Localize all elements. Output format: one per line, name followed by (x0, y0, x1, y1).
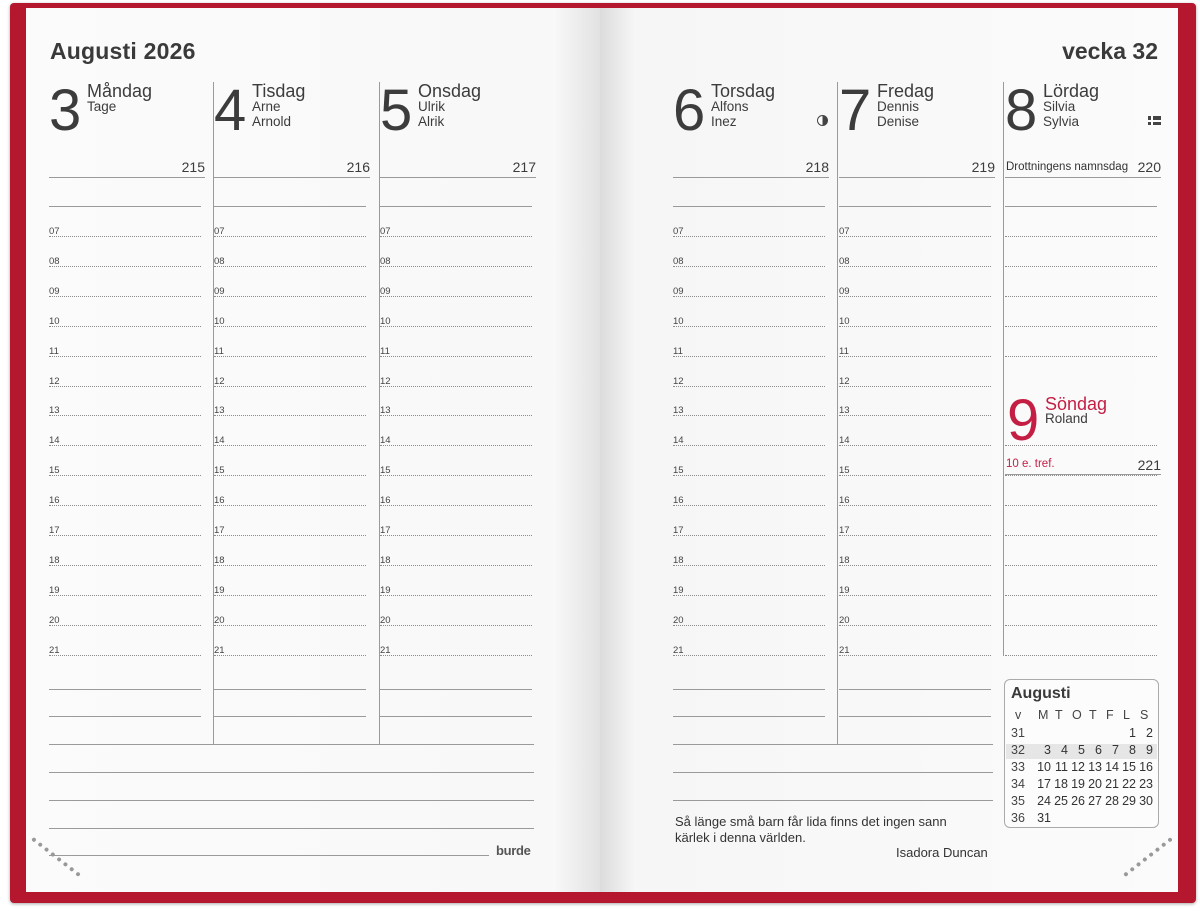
hour-label: 13 (839, 405, 850, 417)
notes-rule (673, 800, 993, 801)
mini-calendar-week-number: 34 (1011, 777, 1025, 791)
name-day: Arnold (252, 114, 292, 129)
day-name: Tisdag (252, 81, 306, 101)
day-name: Lördag (1043, 81, 1100, 101)
mini-calendar-weekday: S (1140, 708, 1149, 722)
day-number: 5 (380, 78, 413, 143)
mini-calendar-day: 9 (1146, 743, 1153, 757)
hour-label: 18 (673, 554, 684, 566)
hour-label: 15 (673, 465, 684, 477)
day-number: 6 (673, 78, 706, 143)
hour-label: 14 (214, 435, 225, 447)
hour-label: 15 (214, 465, 225, 477)
hour-line (49, 266, 201, 267)
hour-line (380, 655, 532, 656)
week-title: vecka 32 (1062, 38, 1158, 64)
hour-label: 20 (673, 614, 684, 626)
hour-label: 19 (380, 584, 391, 596)
hour-line (673, 326, 825, 327)
day-header-rule (380, 177, 536, 178)
mini-calendar-day: 22 (1122, 777, 1136, 791)
mini-calendar-weekday: F (1106, 708, 1114, 722)
mini-calendar (1004, 679, 1159, 828)
hour-line (49, 505, 201, 506)
note-line (1005, 236, 1157, 237)
note-line (1005, 266, 1157, 267)
hour-label: 13 (214, 405, 225, 417)
name-day: Arne (252, 99, 281, 114)
hour-line (673, 415, 825, 416)
month-title: Augusti 2026 (50, 38, 196, 64)
hour-line (380, 535, 532, 536)
hour-label: 20 (380, 614, 391, 626)
notes-rule (673, 716, 825, 717)
note-line (1005, 655, 1157, 656)
hour-line (49, 326, 201, 327)
hour-line (49, 415, 201, 416)
hour-label: 09 (673, 285, 684, 297)
hour-label: 11 (49, 345, 59, 357)
note-line (1005, 505, 1157, 506)
hour-label: 11 (214, 345, 224, 357)
day-name: Måndag (87, 81, 153, 101)
mini-calendar-day: 17 (1037, 777, 1051, 791)
hour-line (839, 565, 991, 566)
name-day: Silvia (1043, 99, 1076, 114)
hour-line (839, 236, 991, 237)
hour-label: 11 (673, 345, 683, 357)
hour-line (839, 356, 991, 357)
hour-line (839, 415, 991, 416)
hour-label: 09 (380, 285, 391, 297)
mini-calendar-weekday: M (1038, 708, 1049, 722)
mini-calendar-day: 16 (1139, 760, 1153, 774)
brand-logo: burde (496, 843, 531, 858)
hour-line (673, 386, 825, 387)
hour-label: 21 (380, 644, 391, 656)
hour-line (673, 565, 825, 566)
hour-label: 11 (380, 345, 390, 357)
hour-line (673, 655, 825, 656)
hour-line (214, 565, 366, 566)
note-line (1005, 326, 1157, 327)
hour-label: 09 (214, 285, 225, 297)
note-line (1005, 535, 1157, 536)
column-divider (837, 82, 838, 744)
hour-line (214, 266, 366, 267)
day-of-year: 220 (1137, 159, 1161, 175)
hour-line (673, 296, 825, 297)
mini-calendar-day: 18 (1054, 777, 1068, 791)
hour-label: 19 (839, 584, 850, 596)
hour-label: 09 (839, 285, 850, 297)
day-note-rule (839, 206, 991, 207)
notes-rule (214, 716, 366, 717)
hour-label: 07 (214, 226, 225, 237)
mini-calendar-weekday: T (1055, 708, 1063, 722)
hour-label: 07 (839, 226, 850, 237)
mini-calendar-day: 12 (1071, 760, 1085, 774)
notes-rule (49, 800, 534, 801)
hour-label: 20 (839, 614, 850, 626)
hour-line (214, 535, 366, 536)
hour-line (49, 475, 201, 476)
hour-label: 14 (49, 435, 60, 447)
mini-calendar-day: 13 (1088, 760, 1102, 774)
hour-line (380, 625, 532, 626)
notes-rule (49, 716, 201, 717)
hour-label: 17 (380, 525, 391, 536)
day-number: 4 (214, 78, 247, 143)
hour-line (380, 386, 532, 387)
hour-label: 16 (673, 495, 684, 507)
hour-line (673, 266, 825, 267)
notes-rule (214, 689, 366, 690)
day-note-rule (1005, 206, 1157, 207)
hour-line (49, 236, 201, 237)
hour-line (839, 445, 991, 446)
mini-calendar-week-number: 32 (1011, 743, 1025, 757)
hour-line (673, 236, 825, 237)
day-header-rule (49, 177, 205, 178)
day-header-rule (1005, 474, 1161, 475)
notes-rule (380, 716, 532, 717)
hour-label: 09 (49, 285, 60, 297)
day-note: 10 e. tref. (1006, 458, 1055, 470)
hour-line (839, 595, 991, 596)
hour-label: 19 (673, 584, 684, 596)
hour-line (49, 565, 201, 566)
hour-line (49, 625, 201, 626)
hour-line (214, 415, 366, 416)
mini-calendar-day: 15 (1122, 760, 1136, 774)
mini-calendar-day: 6 (1095, 743, 1102, 757)
notes-rule (49, 772, 534, 773)
notes-rule (49, 689, 201, 690)
day-note-rule (49, 206, 201, 207)
hour-line (214, 475, 366, 476)
hour-line (839, 655, 991, 656)
hour-line (380, 356, 532, 357)
mini-calendar-week-number: 31 (1011, 726, 1025, 740)
hour-line (214, 236, 366, 237)
hour-line (839, 296, 991, 297)
hour-label: 15 (49, 465, 60, 477)
hour-line (380, 266, 532, 267)
mini-calendar-day: 23 (1139, 777, 1153, 791)
mini-calendar-day: 24 (1037, 794, 1051, 808)
hour-label: 10 (380, 315, 391, 327)
day-of-year: 218 (805, 159, 829, 175)
name-day: Tage (87, 99, 117, 114)
hour-line (214, 296, 366, 297)
mini-calendar-day: 31 (1037, 811, 1051, 825)
hour-label: 18 (839, 554, 850, 566)
day-header-rule (1005, 177, 1161, 178)
hour-line (214, 505, 366, 506)
hour-label: 14 (839, 435, 850, 447)
hour-label: 10 (673, 315, 684, 327)
hour-label: 12 (380, 375, 391, 387)
hour-label: 10 (839, 315, 850, 327)
hour-label: 08 (380, 255, 391, 267)
mini-calendar-day: 3 (1044, 743, 1051, 757)
hour-label: 10 (49, 315, 60, 327)
name-day: Roland (1045, 411, 1088, 426)
mini-calendar-day: 27 (1088, 794, 1102, 808)
hour-label: 12 (49, 375, 60, 387)
hour-label: 07 (673, 226, 684, 237)
day-number: 3 (49, 78, 82, 143)
notes-rule (673, 689, 825, 690)
day-number: 7 (839, 78, 872, 143)
hour-label: 15 (380, 465, 391, 477)
hour-line (380, 565, 532, 566)
hour-label: 21 (839, 644, 850, 656)
note-line (1005, 296, 1157, 297)
hour-line (214, 326, 366, 327)
hour-label: 17 (49, 525, 60, 536)
hour-label: 14 (380, 435, 391, 447)
column-divider (1003, 82, 1004, 656)
mini-calendar-day: 26 (1071, 794, 1085, 808)
hour-label: 08 (49, 255, 60, 267)
hour-line (673, 475, 825, 476)
left-page (26, 8, 600, 892)
mini-calendar-day: 25 (1054, 794, 1068, 808)
mini-calendar-week-number: 35 (1011, 794, 1025, 808)
day-of-year: 221 (1137, 457, 1161, 473)
hour-line (673, 356, 825, 357)
hour-line (839, 475, 991, 476)
hour-line (380, 236, 532, 237)
hour-line (673, 625, 825, 626)
day-name: Torsdag (711, 81, 776, 101)
hour-line (49, 296, 201, 297)
name-day: Denise (877, 114, 920, 129)
hour-line (839, 505, 991, 506)
hour-label: 16 (214, 495, 225, 507)
day-name: Onsdag (418, 81, 482, 101)
mini-calendar-day: 2 (1146, 726, 1153, 740)
hour-label: 21 (49, 644, 60, 656)
hour-label: 10 (214, 315, 225, 327)
note-line (1005, 595, 1157, 596)
mini-calendar-week-number: 33 (1011, 760, 1025, 774)
hour-line (839, 386, 991, 387)
note-line (1005, 356, 1157, 357)
hour-label: 08 (839, 255, 850, 267)
day-of-year: 216 (346, 159, 370, 175)
day-header-rule (214, 177, 370, 178)
hour-line (673, 445, 825, 446)
hour-line (839, 625, 991, 626)
notes-rule (839, 716, 991, 717)
hour-line (214, 625, 366, 626)
hour-line (839, 326, 991, 327)
hour-line (380, 296, 532, 297)
mini-calendar-day: 4 (1061, 743, 1068, 757)
hour-label: 18 (49, 554, 60, 566)
day-header-rule (839, 177, 995, 178)
hour-label: 13 (380, 405, 391, 417)
hour-line (673, 595, 825, 596)
hour-label: 16 (49, 495, 60, 507)
day-of-year: 215 (181, 159, 205, 175)
name-day: Sylvia (1043, 114, 1080, 129)
mini-calendar-day: 10 (1037, 760, 1051, 774)
mini-calendar-title: Augusti (1011, 685, 1071, 702)
mini-calendar-day: 14 (1105, 760, 1119, 774)
mini-calendar-weekday: O (1072, 708, 1082, 722)
hour-line (214, 445, 366, 446)
mini-calendar-day: 29 (1122, 794, 1136, 808)
mini-calendar-weekday: v (1015, 708, 1022, 722)
notes-rule (673, 772, 993, 773)
hour-label: 20 (49, 614, 60, 626)
notes-rule (49, 855, 489, 856)
mini-calendar-day: 5 (1078, 743, 1085, 757)
hour-label: 07 (380, 226, 391, 237)
hour-label: 19 (49, 584, 60, 596)
hour-label: 07 (49, 226, 60, 237)
hour-line (214, 595, 366, 596)
quote-author: Isadora Duncan (896, 845, 988, 860)
note-line (1005, 565, 1157, 566)
notes-rule (673, 744, 993, 745)
day-note: Drottningens namnsdag (1006, 161, 1129, 173)
day-of-year: 219 (971, 159, 995, 175)
hour-label: 21 (214, 644, 225, 656)
hour-line (49, 445, 201, 446)
hour-label: 16 (839, 495, 850, 507)
hour-line (380, 475, 532, 476)
notes-rule (49, 744, 534, 745)
day-header-rule (673, 177, 829, 178)
mini-calendar-day: 30 (1139, 794, 1153, 808)
hour-line (214, 386, 366, 387)
hour-label: 15 (839, 465, 850, 477)
mini-calendar-day: 21 (1105, 777, 1119, 791)
hour-line (673, 505, 825, 506)
day-number: 9 (1007, 388, 1040, 453)
moon-phase-icon (817, 115, 828, 126)
notes-rule (839, 689, 991, 690)
hour-line (380, 595, 532, 596)
name-day: Ulrik (418, 99, 445, 114)
day-note-rule (380, 206, 532, 207)
hour-label: 16 (380, 495, 391, 507)
hour-label: 12 (673, 375, 684, 387)
hour-line (380, 326, 532, 327)
mini-calendar-weekday: L (1123, 708, 1130, 722)
hour-label: 14 (673, 435, 684, 447)
name-day: Inez (711, 114, 737, 129)
hour-label: 17 (673, 525, 684, 536)
mini-calendar-day: 8 (1129, 743, 1136, 757)
hour-line (49, 655, 201, 656)
note-line (1005, 475, 1157, 476)
hour-label: 17 (839, 525, 850, 536)
mini-calendar-day: 28 (1105, 794, 1119, 808)
hour-line (380, 445, 532, 446)
mini-calendar-day: 7 (1112, 743, 1119, 757)
hour-line (49, 535, 201, 536)
day-note-rule (214, 206, 366, 207)
hour-label: 17 (214, 525, 225, 536)
notes-rule (49, 828, 534, 829)
notes-rule (380, 689, 532, 690)
hour-line (214, 356, 366, 357)
mini-calendar-day: 19 (1071, 777, 1085, 791)
hour-label: 19 (214, 584, 225, 596)
hour-label: 20 (214, 614, 225, 626)
mini-calendar-day: 20 (1088, 777, 1102, 791)
mini-calendar-day: 11 (1055, 760, 1068, 774)
hour-line (839, 535, 991, 536)
mini-calendar-weekday: T (1089, 708, 1097, 722)
hour-label: 12 (214, 375, 225, 387)
day-note-rule (673, 206, 825, 207)
hour-label: 18 (380, 554, 391, 566)
name-day: Dennis (877, 99, 920, 114)
hour-label: 08 (214, 255, 225, 267)
day-of-year: 217 (512, 159, 536, 175)
hour-label: 13 (49, 405, 60, 417)
name-day: Alrik (418, 114, 445, 129)
name-day: Alfons (711, 99, 749, 114)
day-name: Söndag (1045, 394, 1108, 414)
hour-line (380, 415, 532, 416)
hour-line (49, 386, 201, 387)
hour-label: 11 (839, 345, 849, 357)
mini-calendar-week-number: 36 (1011, 811, 1025, 825)
hour-line (673, 535, 825, 536)
hour-line (839, 266, 991, 267)
hour-line (49, 595, 201, 596)
hour-line (49, 356, 201, 357)
hour-line (380, 505, 532, 506)
mini-calendar-day: 1 (1129, 726, 1136, 740)
quote-text: Så länge små barn får lida finns det ingen sann kärlek i denna världen. (675, 814, 947, 845)
hour-label: 21 (673, 644, 684, 656)
hour-label: 13 (673, 405, 684, 417)
swedish-flag-cross (1148, 120, 1161, 122)
hour-label: 18 (214, 554, 225, 566)
note-line (1005, 625, 1157, 626)
hour-label: 12 (839, 375, 850, 387)
hour-line (214, 655, 366, 656)
hour-label: 08 (673, 255, 684, 267)
day-number: 8 (1005, 78, 1038, 143)
day-name: Fredag (877, 81, 935, 101)
